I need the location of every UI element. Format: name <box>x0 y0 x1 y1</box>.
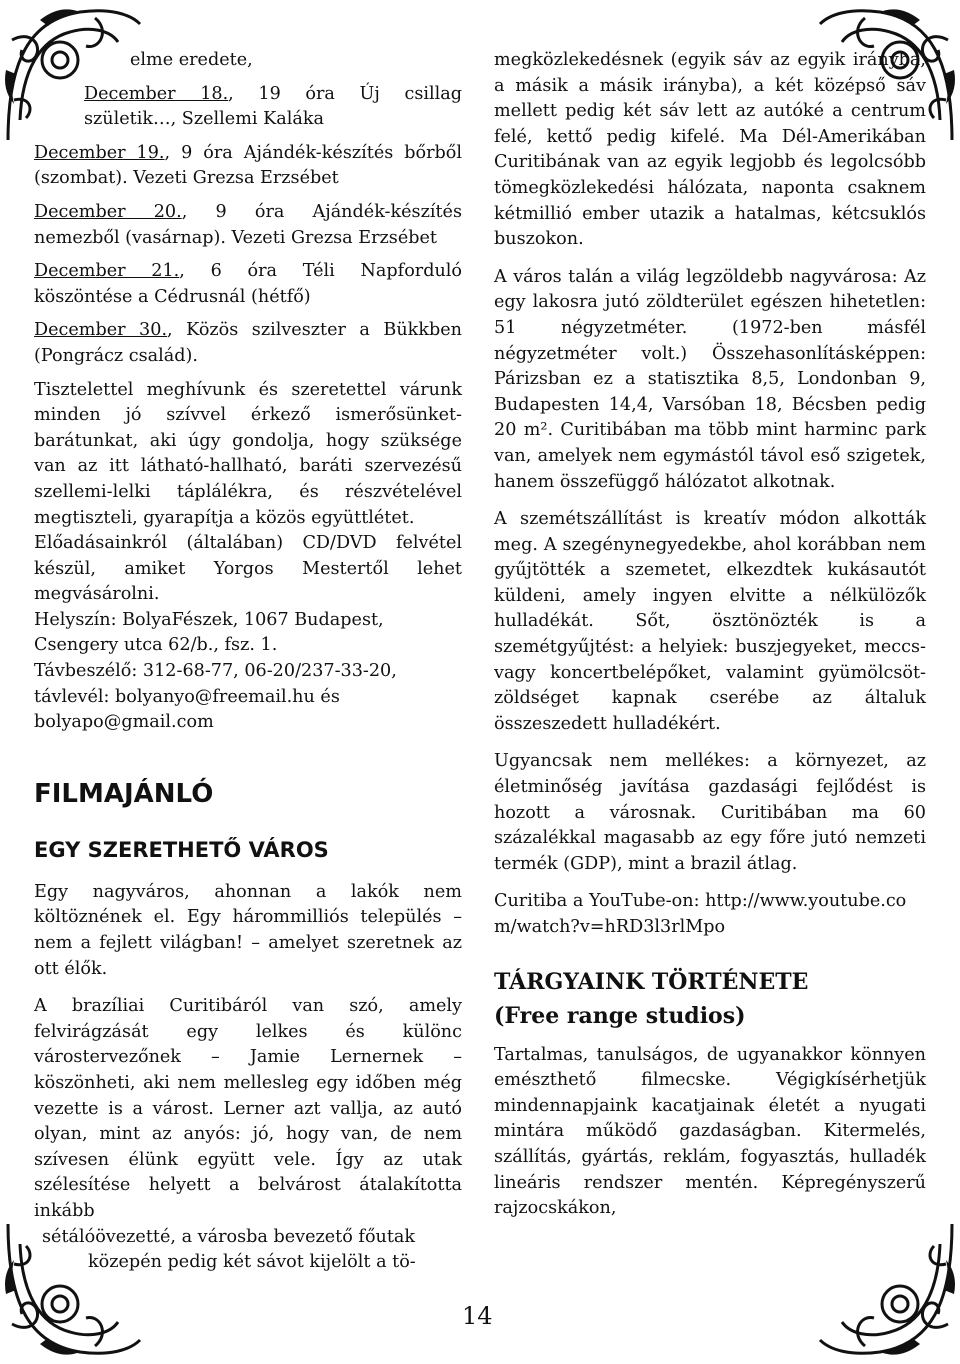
page-number: 14 <box>462 1302 493 1330</box>
event-date: December 20. <box>34 201 182 222</box>
event-item <box>34 141 462 192</box>
event-continuation: elme eredete, <box>130 50 253 70</box>
event-item <box>34 82 462 133</box>
film-paragraph: A szemétszállítást is kreatív módon alkották meg. A szegénynegyedekbe, ahol korábban nem gyűjtötték a szemetet, elkezdtek kukásautót küldeni, amely ingyen elvitte a nélkülözők hulladékát. Sőt, ösztönözték is a szemétgyűjtést: a helyiek: buszjegyeket, meccs- vagy koncertbelépőket, valamint gyümölcsöt-zöldséget kapnak cserébe az általuk összeszedett hulladékért. <box>494 509 926 734</box>
film-paragraph-indented: sétálóövezetté, a városba bevezető főutak <box>42 1226 416 1247</box>
left-column <box>34 48 462 1276</box>
youtube-link[interactable]: Curitiba a YouTube-on: http://www.youtube.com/watch?v=hRD3l3rlMpo <box>494 891 907 937</box>
recordings-text: Előadásainkról (általában) CD/DVD felvétel készül, amiket Yorgos Mestertől lehet megvásárolni. <box>34 533 462 605</box>
film-subtitle: (Free range studios) <box>494 1002 746 1029</box>
right-column <box>494 48 926 1234</box>
event-text: , 6 óra Téli Napforduló köszöntése a Cédrusnál (hétfő) <box>34 261 463 307</box>
venue-text: Helyszín: BolyaFészek, 1067 Budapest, Csengery utca 62/b., fsz. 1. <box>34 609 384 656</box>
event-date: December 30. <box>34 320 168 341</box>
film-paragraph-indented: közepén pedig két sávot kijelölt a tö- <box>88 1252 416 1273</box>
event-date: December 19. <box>34 142 165 163</box>
film-paragraph: A város talán a világ legzöldebb nagyvárosa: Az egy lakosra jutó zöldterület egészen hihetetlen: 51 négyzetméter. (1972-ben másfél négyzetméter volt.) Összehasonlításképpen: Párizsban ez a statisztika 8,5, Londonban 9, Budapesten 14,4, Varsóban 18, Bécsben pedig 20 m². Curitibában ma több mint harminc park van, amelyek nem egymástól távol eső szigetek, hanem összefüggő hálózatot alkotnak. <box>494 266 926 492</box>
section-title: FILMAJÁNLÓ <box>34 778 214 809</box>
event-item <box>34 200 462 251</box>
corner-ornament-bottom-right <box>810 1214 960 1364</box>
event-text: , 19 óra Új csillag születik…, Szellemi Kaláka <box>84 83 462 130</box>
film-title-text: TÁRGYAINK TÖRTÉNETE <box>494 968 809 995</box>
event-item <box>34 259 462 310</box>
film-paragraph: Ugyancsak nem mellékes: a környezet, az életminőség javítása gazdasági fejlődést is hozott a városnak. Curitibában ma 60 százalékkal magasabb az egy főre jutó nemzeti termék (GDP), mint a brazil átlag. <box>494 751 926 874</box>
film-paragraph: A brazíliai Curitibáról van szó, amely felvirágzását egy lelkes és különc várostervezőnek – Jamie Lernernek – köszönheti, aki nem mellesleg egy időben még vezette is a várost. Lerner azt vallja, az autó olyan, mint az anyós: jó, hogy van, de nem szívesen élünk együtt vele. Így az utak szélesítése helyett a belvárost átalakította inkább <box>34 996 462 1221</box>
event-date: December 18. <box>84 83 229 104</box>
contact-text: Távbeszélő: 312-68-77, 06-20/237-33-20, távlevél: bolyanyo@freemail.hu és bolyapo@gmail.com <box>34 661 397 733</box>
event-date: December 21. <box>34 261 180 282</box>
film-title: EGY SZERETHETŐ VÁROS <box>34 837 329 862</box>
event-text: , 9 óra Ajándék-készítés nemezből (vasárnap). Vezeti Grezsa Erzsébet <box>34 201 462 248</box>
event-item <box>34 318 462 369</box>
film-paragraph: Egy nagyváros, ahonnan a lakók nem költöznének el. Egy hárommilliós település – nem a fejlett világban! – amelyet szeretnek az ott élők. <box>34 881 462 979</box>
event-text: , Közös szilveszter a Bükkben (Pongrácz család). <box>34 320 462 366</box>
film-paragraph: megközlekedésnek (egyik sáv az egyik irányba, a másik a másik irányba), a két középső sáv mellett pedig két sáv lett az autóké a centrum felé, kettő pedig kifelé. Ma Dél-Amerikában Curitibának van az egyik legjobb és legolcsóbb tömegközlekedési hálózata, naponta csaknem kétmillió ember utazik a hatalmas, kétcsuklós buszokon. <box>494 50 926 250</box>
event-text: , 9 óra Ajándék-készítés bőrből (szombat). Vezeti Grezsa Erzsébet <box>34 142 462 189</box>
film-title <box>494 965 926 1033</box>
film-paragraph: Tartalmas, tanulságos, de ugyanakkor könnyen emészthető filmecske. Végigkísérhetjük mindennapjaink kacatjainak életét a nyugati mintára működő gazdaságban. Kitermelés, szállítás, gyártás, reklám, fogyasztás, hulladék lineáris rendszer mentén. Képregényszerű rajzocskákon, <box>494 1044 926 1219</box>
invitation-text: Tisztelettel meghívunk és szeretettel várunk minden jó szívvel érkező ismerősünket-barátunkat, aki úgy gondolja, hogy szüksége van az itt látható-hallható, baráti szervezésű szellemi-lelki táplálékra, és részvételével megtiszteli, gyarapítja a közös együttlétet. <box>34 379 462 528</box>
